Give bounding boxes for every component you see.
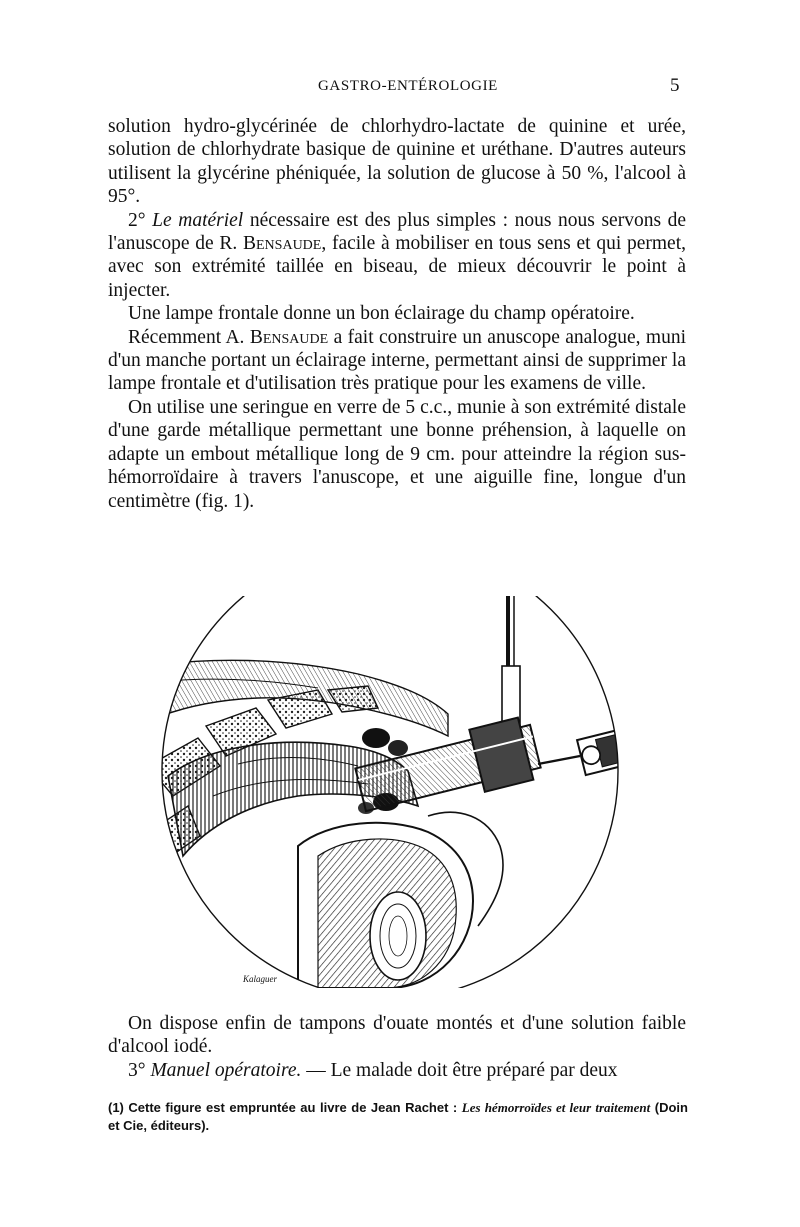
body-text-bottom bbox=[108, 1012, 686, 1082]
paragraph-anuscope bbox=[108, 326, 686, 396]
paragraph-solutions: solution hydro-glycérinée de chlorhydro-lactate de quinine et urée, solution de chlorhydrate basique de quinine et uréthane. D'autres auteurs utilisent la glycérine phéniquée, la solution de glucose à 50 %, l'alcool à 95°. bbox=[108, 116, 686, 208]
section-heading-manuel: Manuel opératoire. bbox=[150, 1059, 302, 1081]
text-run: , facile à mobiliser en tous sens et qui permet, avec son extrémité taillée en biseau, de mieux découvrir le point à injecter. bbox=[108, 233, 686, 301]
text-run: — Le malade doit être préparé par deux bbox=[301, 1059, 618, 1081]
body-text-top bbox=[108, 115, 686, 513]
author-name: Bensaude bbox=[249, 326, 329, 348]
prostate bbox=[370, 892, 426, 980]
paragraph-lampe: Une lampe frontale donne un bon éclairage du champ opératoire. bbox=[128, 303, 635, 325]
syringe bbox=[577, 704, 688, 775]
paragraph-manuel bbox=[108, 1059, 686, 1082]
text-run: Récemment A. bbox=[128, 326, 250, 348]
paragraph-seringue: On utilise une seringue en verre de 5 c.c., munie à son extrémité distale d'une garde métallique permettant une bonne préhension, à laquelle on adapte un embout métallique long de 9 cm. pour atteindre la région sus-hémorroïdaire à travers l'anuscope, et une aiguille fine, longue d'un centimètre (fig. 1). bbox=[108, 396, 686, 512]
paragraph-materiel bbox=[108, 209, 686, 303]
page-number: 5 bbox=[670, 75, 680, 96]
section-number: 2° bbox=[128, 209, 146, 231]
illustrator-signature: Kalaguer bbox=[243, 974, 278, 984]
footnote bbox=[108, 1099, 688, 1135]
paragraph-tampons: On dispose enfin de tampons d'ouate montés et d'une solution faible d'alcool iodé. bbox=[108, 1013, 686, 1058]
footnote-text: (Doin et Cie, éditeurs). bbox=[108, 1100, 688, 1133]
anatomical-illustration bbox=[128, 596, 688, 988]
running-head bbox=[0, 75, 800, 102]
running-title: GASTRO-ENTÉROLOGIE bbox=[318, 78, 498, 94]
author-name: Bensaude bbox=[243, 233, 322, 255]
footnote-text: (1) Cette figure est empruntée au livre de Jean Rachet : bbox=[108, 1100, 462, 1115]
section-heading-materiel: Le matériel bbox=[152, 209, 244, 231]
footnote-book-title: Les hémorroïdes et leur traitement bbox=[461, 1100, 651, 1115]
text-run: nécessaire est des plus simples : nous nous servons de l'anuscope de R. bbox=[108, 209, 687, 255]
section-number: 3° bbox=[128, 1059, 146, 1081]
syringe-needle bbox=[538, 756, 580, 764]
text-run: a fait construire un anuscope analogue, muni d'un manche portant un éclairage interne, permettant ainsi de supprimer la lampe frontale et d'utilisation très pratique pour les examens de ville. bbox=[108, 326, 687, 395]
